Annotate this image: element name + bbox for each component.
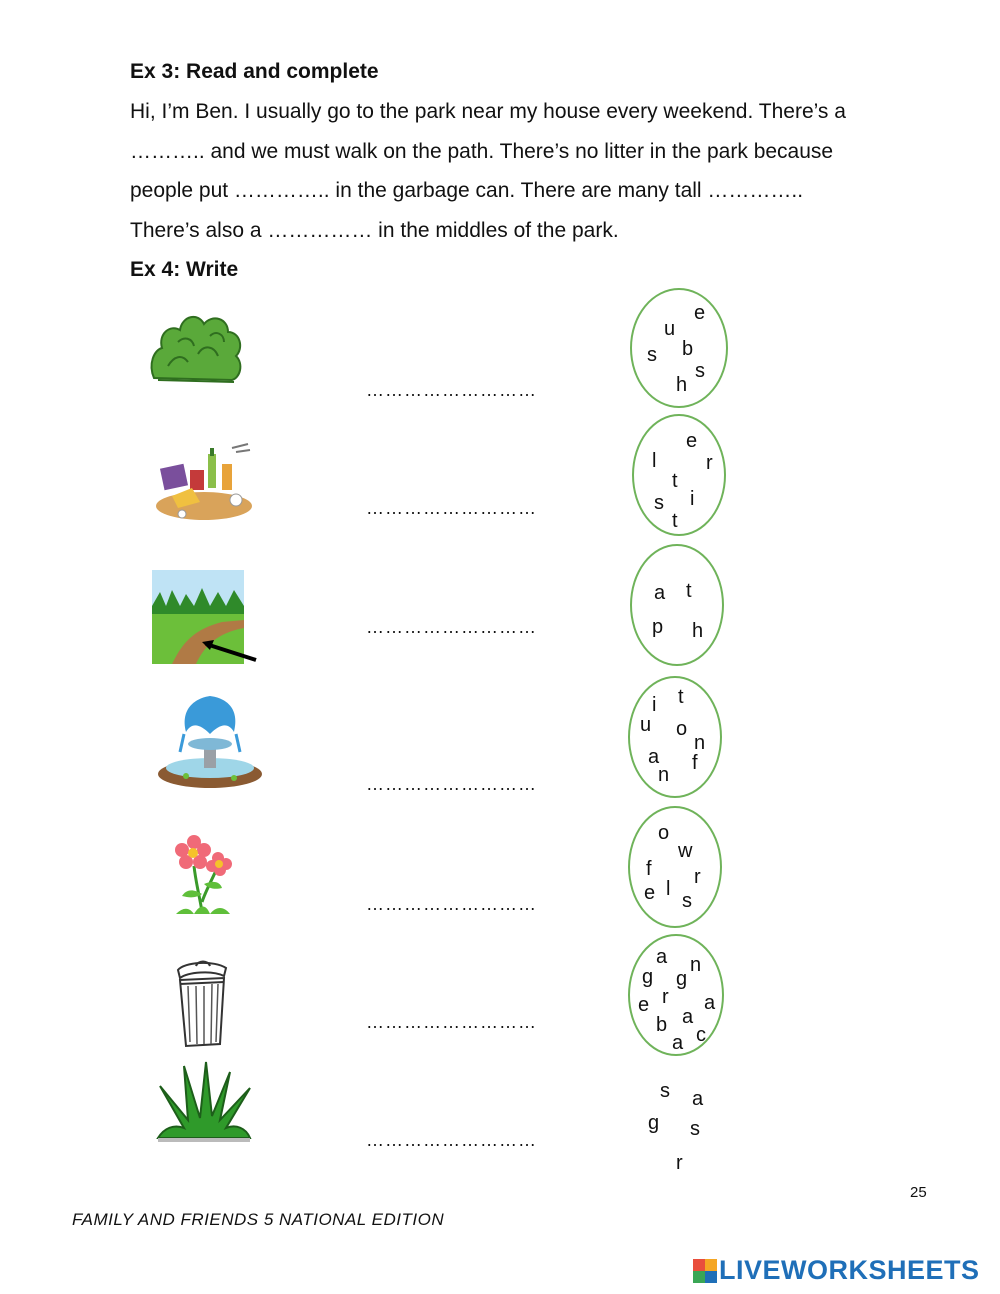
scrambled-letter: r xyxy=(676,1152,683,1174)
scrambled-letter: a xyxy=(704,992,716,1014)
bush-icon xyxy=(148,306,244,386)
scrambled-letter: t xyxy=(672,470,678,492)
logo-square xyxy=(693,1271,705,1283)
scrambled-letter: p xyxy=(652,616,664,638)
scrambled-letter: f xyxy=(646,858,652,880)
ex3-line: ……….. and we must walk on the path. There’s no litter in the park because xyxy=(130,139,834,163)
answer-blank[interactable]: ……………………… xyxy=(366,1012,537,1032)
scrambled-letter: g xyxy=(676,968,688,990)
scrambled-letter: a xyxy=(682,1006,694,1028)
scrambled-letter: i xyxy=(652,694,657,716)
scrambled-letter: t xyxy=(686,580,692,602)
garbage-can-icon xyxy=(174,960,230,1048)
page-number: 25 xyxy=(910,1184,927,1201)
ex3-heading: Ex 3: Read and complete xyxy=(130,60,379,83)
scrambled-letter: l xyxy=(666,878,671,900)
scrambled-letter: a xyxy=(648,746,660,768)
letter-bubble xyxy=(628,934,724,1056)
scrambled-letter: w xyxy=(678,840,693,862)
logo-text: LIVEWORKSHEETS xyxy=(719,1255,980,1285)
scrambled-letter: b xyxy=(682,338,694,360)
scrambled-letter: t xyxy=(672,510,678,532)
scrambled-letter: a xyxy=(654,582,666,604)
ex3-paragraph xyxy=(130,92,950,250)
letter-bubble xyxy=(630,544,724,666)
scrambled-letter: n xyxy=(658,764,670,786)
ex4-heading: Ex 4: Write xyxy=(130,258,239,281)
litter-icon xyxy=(152,440,256,526)
scrambled-letter: r xyxy=(662,986,669,1008)
scrambled-letter: u xyxy=(664,318,676,340)
scrambled-letter: a xyxy=(692,1088,704,1110)
scrambled-letter: s xyxy=(660,1080,670,1102)
liveworksheets-logo xyxy=(693,1255,980,1286)
ex3-line: Hi, I’m Ben. I usually go to the park near my house every weekend. There’s a xyxy=(130,100,846,123)
logo-square xyxy=(705,1271,717,1283)
path-icon xyxy=(152,570,262,666)
scrambled-letter: s xyxy=(695,360,705,382)
answer-blank[interactable]: ……………………… xyxy=(366,1130,537,1150)
flower-icon xyxy=(170,832,236,918)
scrambled-letter: f xyxy=(692,752,698,774)
scrambled-letter: a xyxy=(672,1032,684,1054)
footer-edition: FAMILY AND FRIENDS 5 NATIONAL EDITION xyxy=(72,1210,445,1229)
scrambled-letter: i xyxy=(690,488,695,510)
logo-square xyxy=(705,1259,717,1271)
scrambled-letter: a xyxy=(656,946,668,968)
letter-bubble xyxy=(628,806,722,928)
letter-bubble xyxy=(628,676,722,798)
ex3-line: There’s also a …………… in the middles of the park. xyxy=(130,218,619,242)
answer-blank[interactable]: ……………………… xyxy=(366,774,537,794)
letter-bubble xyxy=(632,414,726,536)
scrambled-letter: g xyxy=(648,1112,660,1134)
scrambled-letter: h xyxy=(692,620,704,642)
letter-bubble xyxy=(628,1064,724,1186)
scrambled-letter: t xyxy=(678,686,684,708)
answer-blank[interactable]: ……………………… xyxy=(366,498,537,518)
scrambled-letter: o xyxy=(658,822,670,844)
scrambled-letter: e xyxy=(694,302,706,324)
logo-mark-icon xyxy=(693,1259,717,1283)
scrambled-letter: c xyxy=(696,1024,706,1046)
scrambled-letter: s xyxy=(690,1118,700,1140)
scrambled-letter: r xyxy=(706,452,713,474)
scrambled-letter: e xyxy=(686,430,698,452)
answer-blank[interactable]: ……………………… xyxy=(366,894,537,914)
scrambled-letter: r xyxy=(694,866,701,888)
grass-icon xyxy=(154,1058,254,1146)
scrambled-letter: g xyxy=(642,966,654,988)
letter-bubble xyxy=(630,288,728,408)
scrambled-letter: n xyxy=(694,732,706,754)
answer-blank[interactable]: ……………………… xyxy=(366,617,537,637)
scrambled-letter: s xyxy=(647,344,657,366)
ex3-line: people put ………….. in the garbage can. There are many tall ………….. xyxy=(130,179,804,202)
scrambled-letter: e xyxy=(638,994,650,1016)
scrambled-letter: s xyxy=(682,890,692,912)
scrambled-letter: n xyxy=(690,954,702,976)
fountain-icon xyxy=(156,694,266,792)
scrambled-letter: l xyxy=(652,450,657,472)
scrambled-letter: s xyxy=(654,492,664,514)
scrambled-letter: b xyxy=(656,1014,668,1036)
scrambled-letter: o xyxy=(676,718,688,740)
answer-blank[interactable]: ……………………… xyxy=(366,380,537,400)
scrambled-letter: e xyxy=(644,882,656,904)
scrambled-letter: h xyxy=(676,374,688,396)
logo-square xyxy=(693,1259,705,1271)
scrambled-letter: u xyxy=(640,714,652,736)
